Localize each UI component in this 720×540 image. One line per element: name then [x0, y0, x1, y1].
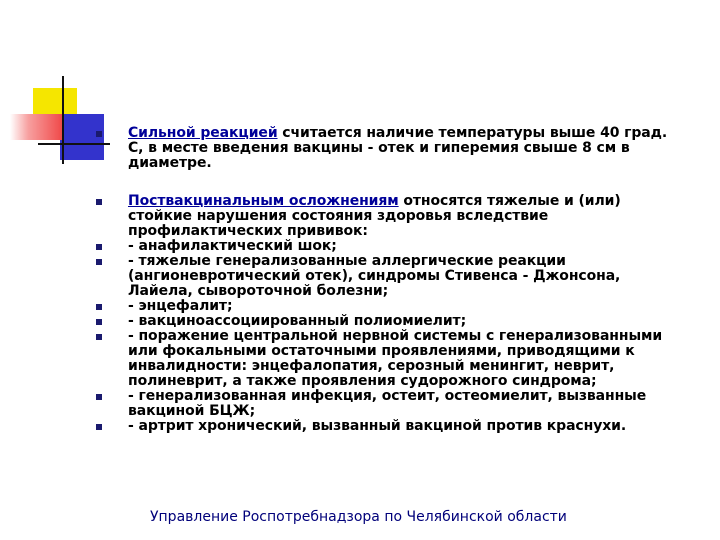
list-item: [96, 126, 696, 171]
list-item: [96, 299, 696, 314]
decor-red-bar: [10, 114, 62, 140]
text-line: - генерализованная инфекция, остеит, остеомиелит, вызванные: [128, 388, 647, 404]
text-line: - энцефалит;: [128, 298, 233, 314]
text-line: считается наличие температуры выше 40 град.: [277, 125, 668, 141]
text-line: или фокальными остаточными проявлениями, приводящими к: [128, 343, 635, 359]
text-line: относятся тяжелые и (или): [398, 193, 621, 209]
square-bullet-icon: [96, 131, 102, 137]
square-bullet-icon: [96, 304, 102, 310]
footer-text: Управление Роспотребнадзора по Челябинской области: [150, 509, 567, 525]
square-bullet-icon: [96, 424, 102, 430]
square-bullet-icon: [96, 319, 102, 325]
square-bullet-icon: [96, 199, 102, 205]
square-bullet-icon: [96, 244, 102, 250]
list-item: [96, 389, 696, 419]
decor-vertical-line: [62, 76, 64, 164]
text-line: вакциной БЦЖ;: [128, 403, 256, 419]
text-line: - вакциноассоциированный полиомиелит;: [128, 313, 467, 329]
list-item: [96, 314, 696, 329]
text-line: Лайела, сывороточной болезни;: [128, 283, 389, 299]
text-line: профилактических прививок:: [128, 223, 368, 239]
text-line: С, в месте введения вакцины - отек и гиперемия свыше 8 см в: [128, 140, 630, 156]
text-line: - анафилактический шок;: [128, 238, 337, 254]
square-bullet-icon: [96, 259, 102, 265]
strong-reaction-term: Сильной реакцией: [128, 125, 278, 141]
text-line: - артрит хронический, вызванный вакциной против краснухи.: [128, 418, 627, 434]
text-line: - поражение центральной нервной системы с генерализованными: [128, 328, 663, 344]
list-item: [96, 239, 696, 254]
text-line: - тяжелые генерализованные аллергические реакции: [128, 253, 566, 269]
list-item: [96, 194, 696, 239]
text-line: диаметре.: [128, 155, 212, 171]
square-bullet-icon: [96, 394, 102, 400]
list-item: [96, 254, 696, 299]
text-line: полиневрит, а также проявления судорожного синдрома;: [128, 373, 597, 389]
square-bullet-icon: [96, 334, 102, 340]
complications-term: Поствакцинальным осложнениям: [128, 193, 399, 209]
text-line: инвалидности: энцефалопатия, серозный менингит, неврит,: [128, 358, 615, 374]
footer: [0, 509, 720, 525]
text-line: стойкие нарушения состояния здоровья вследствие: [128, 208, 549, 224]
text-line: (ангионевротический отек), синдромы Стивенса - Джонсона,: [128, 268, 621, 284]
list-item: [96, 419, 696, 434]
slide-content: [96, 126, 696, 434]
list-item: [96, 329, 696, 389]
